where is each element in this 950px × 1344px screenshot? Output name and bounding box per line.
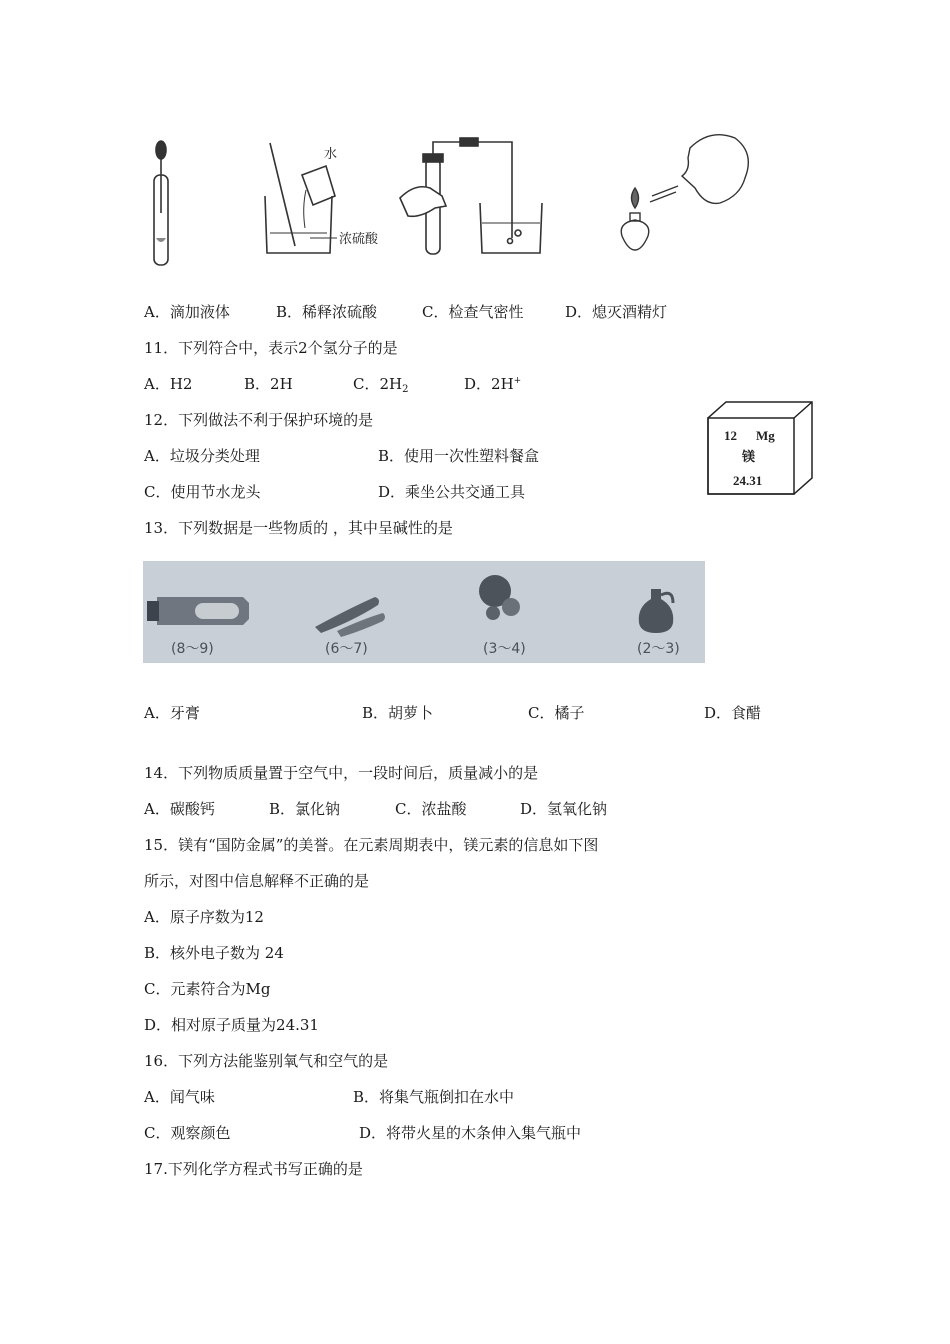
q15-stem-line2: 所示，对图中信息解释不正确的是 [144, 872, 370, 890]
q12-stem: 12．下列做法不利于保护环境的是 [144, 411, 374, 429]
airtightness-setup-icon [400, 138, 542, 254]
q10-option-a: A．滴加液体 [144, 303, 230, 321]
carrot-icon [315, 597, 385, 637]
acid-label: 浓硫酸 [339, 232, 379, 247]
element-number: 12 [724, 428, 737, 443]
q11-stem: 11．下列符合中，表示2个氢分子的是 [144, 339, 398, 357]
q15-option-d: D．相对原子质量为24.31 [144, 1016, 319, 1034]
q10-option-d: D．熄灭酒精灯 [565, 303, 668, 321]
q17-stem: 17.下列化学方程式书写正确的是 [144, 1160, 363, 1178]
q16-option-d: D．将带火星的木条伸入集气瓶中 [359, 1124, 582, 1142]
apparatus-figure [130, 128, 770, 278]
toothpaste-icon [147, 597, 249, 625]
ph-range-toothpaste: (8～9) [171, 641, 214, 657]
q11-option-b: B．2H [244, 375, 293, 393]
q16-option-a: A．闻气味 [144, 1088, 215, 1106]
q13-option-c: C．橘子 [528, 704, 585, 722]
element-mass: 24.31 [733, 473, 763, 488]
q14-option-d: D．氢氧化钠 [520, 800, 608, 818]
q11-option-d: D．2H+ [464, 375, 522, 393]
q10-option-b: B．稀释浓硫酸 [276, 303, 378, 321]
q15-stem-line1: 15．镁有“国防金属”的美誉。在元素周期表中，镁元素的信息如下图 [144, 836, 599, 854]
q14-option-a: A．碳酸钙 [144, 800, 215, 818]
orange-icon [479, 575, 520, 620]
q11-option-c: C．$2H_2$ [353, 375, 409, 395]
q15-option-b: B．核外电子数为 24 [144, 944, 284, 962]
q14-option-b: B．氯化钠 [269, 800, 341, 818]
q12-option-b: B．使用一次性塑料餐盒 [378, 447, 540, 465]
element-card [706, 400, 814, 496]
vinegar-jug-icon [639, 589, 674, 633]
q16-option-b: B．将集气瓶倒扣在水中 [353, 1088, 515, 1106]
q16-option-c: C．观察颜色 [144, 1124, 231, 1142]
q13-option-a: A．牙膏 [144, 704, 200, 722]
q12-option-c: C．使用节水龙头 [144, 483, 261, 501]
q15-option-c: C．元素符合为Mg [144, 980, 271, 998]
q14-option-c: C．浓盐酸 [395, 800, 467, 818]
water-label: 水 [324, 147, 338, 162]
alcohol-lamp-face-icon [621, 135, 748, 250]
ph-photo-strip [143, 561, 705, 663]
ph-range-orange: (3～4) [483, 641, 526, 657]
q13-option-d: D．食醋 [704, 704, 762, 722]
q12-option-a: A．垃圾分类处理 [144, 447, 260, 465]
ph-range-vinegar: (2～3) [637, 641, 680, 657]
element-name: 镁 [742, 449, 756, 464]
q12-option-d: D．乘坐公共交通工具 [378, 483, 526, 501]
q16-stem: 16．下列方法能鉴别氧气和空气的是 [144, 1052, 389, 1070]
q11-option-a: A．H2 [144, 375, 193, 393]
dropper-test-tube-icon [154, 141, 168, 265]
q10-option-c: C．检查气密性 [422, 303, 524, 321]
element-symbol: Mg [756, 428, 775, 443]
q14-stem: 14．下列物质质量置于空气中，一段时间后，质量减小的是 [144, 764, 539, 782]
q15-option-a: A．原子序数为12 [144, 908, 264, 926]
ph-range-carrot: (6～7) [325, 641, 368, 657]
q13-option-b: B．胡萝卜 [362, 704, 434, 722]
q13-stem: 13．下列数据是一些物质的 ，其中呈碱性的是 [144, 519, 453, 537]
